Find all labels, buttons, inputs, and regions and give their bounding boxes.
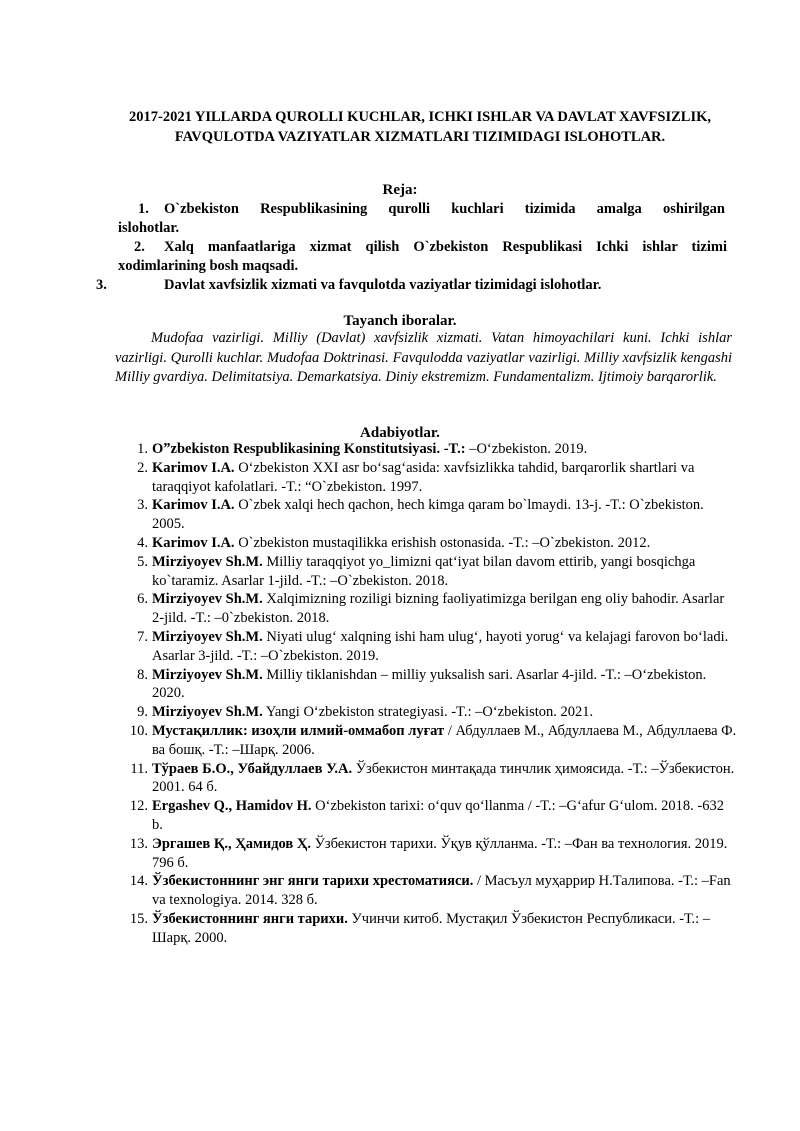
document-title: 2017-2021 YILLARDA QUROLLI KUCHLAR, ICHKI ISHLAR VA DAVLAT XAVFSIZLIK, FAVQULOTDA VAZIYATLAR XIZMATLARI TIZIMIDAGI ISLOHOTLAR. [128, 109, 711, 145]
reference-author: Мустақиллик: изоҳли илмий-оммабоп луғат [152, 722, 445, 739]
reference-number: 7. [137, 628, 148, 645]
reference-item [118, 553, 738, 591]
reference-author: Ўзбекистоннинг янги тарихи. [152, 910, 348, 927]
reference-details: Ўзбекистон минтақада тинчлик ҳимоясида. -Т.: –Ўзбекистон. 2001. 64 б. [152, 760, 735, 796]
reference-item [118, 590, 738, 628]
reference-author: Oˮzbekiston Respublikasining Konstitutsiyasi. -T.: [152, 441, 466, 457]
reference-details: Учинчи китоб. Мустақил Ўзбекистон Республикаси. -Т.: –Шарқ. 2000. [152, 910, 710, 946]
reference-number: 10. [129, 722, 148, 739]
plan-item-number: 2. [134, 239, 145, 255]
reference-details: Xalqimizning roziligi bizning faoliyatimizga berilgan eng oliy bahodir. Asarlar 2-jild. -T.: –0`zbekiston. 2018. [152, 591, 725, 627]
reference-number: 2. [137, 459, 148, 476]
reference-details: O‘zbekiston tarixi: o‘quv qo‘llanma / -T.: –G‘afur G‘ulom. 2018. -632 b. [152, 798, 725, 833]
reference-item [118, 666, 738, 704]
reference-details: Ўзбекистон тарихи. Ўқув қўлланма. -Т.: –Фан ва технология. 2019. 796 б. [152, 835, 728, 871]
reference-item [118, 459, 738, 497]
plan-heading: Reja: [382, 182, 418, 198]
reference-number: 15. [129, 910, 148, 927]
reference-author: Karimov I.A. [152, 534, 235, 551]
reference-author: Mirziyoyev Sh.M. [152, 666, 263, 683]
reference-author: Mirziyoyev Sh.M. [152, 628, 263, 645]
reference-details: –O‘zbekiston. 2019. [465, 441, 588, 457]
reference-item [118, 835, 738, 873]
plan-item-text: Xalq manfaatlariga xizmat qilish O`zbekiston Respublikasi Ichki ishlar tizimi [164, 239, 727, 255]
reference-item [118, 628, 738, 666]
plan-item-2 [118, 238, 727, 276]
reference-number: 14. [129, 873, 148, 890]
reference-author: Mirziyoyev Sh.M. [152, 591, 263, 608]
reference-details: O`zbek xalqi hech qachon, hech kimga qaram bo`lmaydi. 13-j. -T.: O`zbekiston. 2005. [152, 497, 704, 533]
reference-number: 5. [137, 553, 148, 570]
reference-author: Ўзбекистоннинг энг янги тарихи хрестоматияси. [152, 873, 474, 890]
plan-item-text: Davlat xavfsizlik xizmati va favqulotda vaziyatlar tizimidagi islohotlar. [164, 277, 602, 293]
reference-item [118, 703, 738, 722]
reference-author: Ergashev Q., Hamidov H. [152, 798, 312, 815]
reference-details: / Масъул муҳаррир Н.Талипова. -Т.: –Fan va texnologiya. 2014. 328 б. [152, 873, 731, 909]
reference-number: 8. [137, 666, 148, 683]
plan-item-number: 3. [96, 277, 107, 293]
reference-author: Karimov I.A. [152, 497, 235, 514]
reference-number: 6. [137, 591, 148, 608]
reference-item [118, 910, 738, 948]
plan-item-number: 1. [138, 201, 149, 217]
plan-item-text-cont: xodimlarining bosh maqsadi. [118, 258, 299, 274]
reference-item [118, 440, 738, 459]
references-list [118, 440, 738, 948]
reference-details: Milliy tiklanishdan – milliy yuksalish sari. Asarlar 4-jild. -T.: –O‘zbekiston. 2020. [152, 666, 707, 702]
reference-author: Эргашев Қ., Ҳамидов Ҳ. [152, 835, 311, 852]
reference-author: Тўраев Б.О., Убайдуллаев У.А. [152, 760, 353, 777]
reference-details: O`zbekiston mustaqilikka erishish ostonasida. -T.: –O`zbekiston. 2012. [234, 534, 651, 551]
reference-item [118, 760, 738, 798]
reference-author: Mirziyoyev Sh.M. [152, 704, 263, 721]
reference-details: O‘zbekiston XXI asr bo‘sag‘asida: xavfsizlikka tahdid, barqarorlik shartlari va taraqqiyot kafolatlari. -T.: “O`zbekiston. 1997. [152, 459, 695, 495]
keywords-heading: Tayanch iboralar. [343, 313, 457, 329]
reference-details: Milliy taraqqiyot yo_limizni qat‘iyat bilan davom ettirib, yangi bosqichga ko`taramiz. Asarlar 1-jild. -T.: –O`zbekiston. 2018. [152, 553, 696, 589]
reference-number: 13. [129, 835, 148, 852]
reference-author: Mirziyoyev Sh.M. [152, 553, 263, 570]
reference-item [118, 534, 738, 553]
keywords-text: Mudofaa vazirligi. Milliy (Davlat) xavfsizlik xizmati. Vatan himoyachilari kuni. Ichki ishlar vazirligi. Qurolli kuchlar. Mudofaa Doktrinasi. Favqulodda vaziyatlar vazirligi. Milliy xavfsizlik kengashi Milliy gvardiya. Delimitatsiya. Demarkatsiya. Diniy ekstremizm. Fundamentalizm. Ijtimoiy barqarorlik. [115, 330, 732, 385]
reference-item [118, 872, 738, 910]
references-heading: Adabiyotlar. [360, 425, 440, 441]
plan-item-text: O`zbekiston Respublikasining qurolli kuchlari tizimida amalga oshirilgan [164, 201, 725, 217]
reference-item [118, 797, 738, 835]
reference-number: 1. [137, 441, 148, 457]
reference-item [118, 722, 738, 760]
reference-number: 12. [129, 798, 148, 815]
reference-details: Niyati ulug‘ xalqning ishi ham ulug‘, hayoti yorug‘ va kelajagi farovon bo‘ladi. Asarlar 3-jild. -T.: –O`zbekiston. 2019. [152, 628, 729, 664]
reference-author: Karimov I.A. [152, 459, 235, 476]
reference-details: / Абдуллаев М., Абдуллаева М., Абдуллаева Ф. ва бошқ. -Т.: –Шарқ. 2006. [152, 722, 737, 758]
reference-number: 11. [130, 760, 148, 777]
reference-number: 3. [137, 497, 148, 514]
plan-item-1 [118, 200, 725, 238]
plan-item-text-cont: islohotlar. [118, 220, 180, 236]
plan-item-3 [96, 276, 736, 295]
reference-item [118, 496, 738, 534]
reference-number: 9. [137, 704, 148, 721]
reference-number: 4. [137, 534, 148, 551]
reference-details: Yangi O‘zbekiston strategiyasi. -T.: –O‘zbekiston. 2021. [262, 704, 594, 721]
